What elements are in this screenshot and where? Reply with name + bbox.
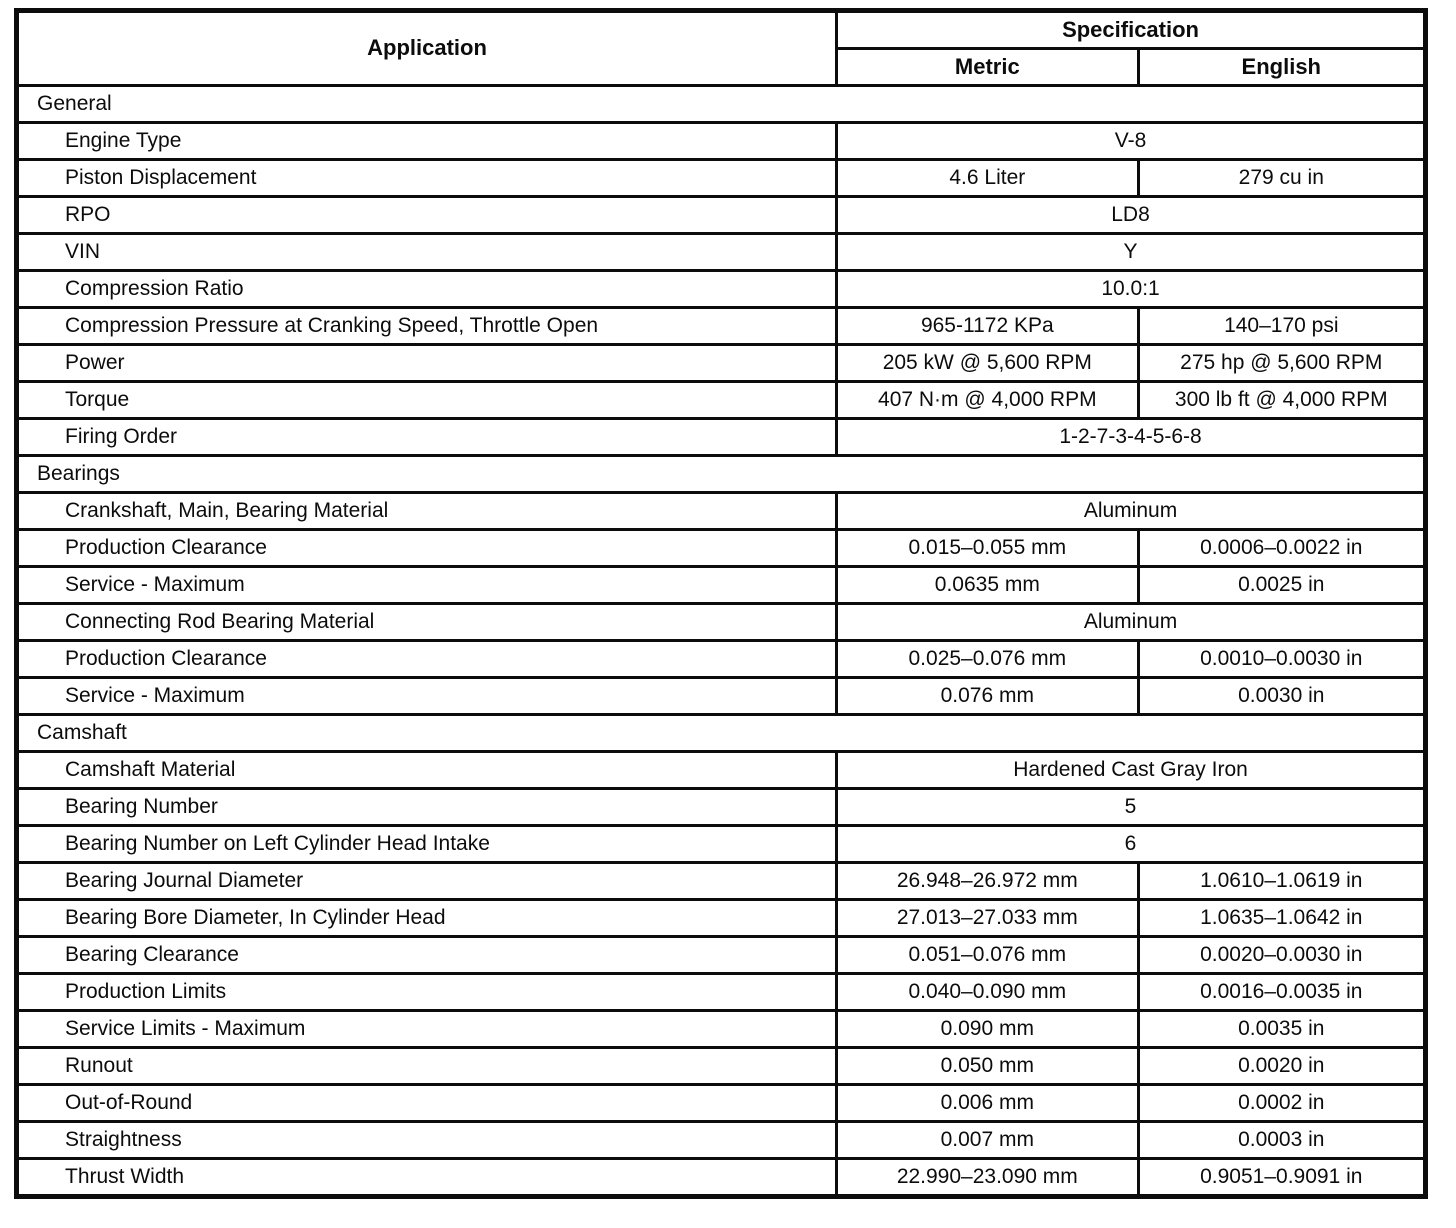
table-row: [17, 160, 1426, 197]
application-cell: Bearing Number on Left Cylinder Head Intake: [17, 826, 837, 863]
english-value-cell: 0.0006–0.0022 in: [1138, 530, 1425, 567]
specification-header: Specification: [837, 11, 1426, 49]
english-value-cell: 0.0025 in: [1138, 567, 1425, 604]
spec-value-cell: Aluminum: [837, 493, 1426, 530]
table-row: [17, 419, 1426, 456]
metric-header: Metric: [837, 49, 1139, 86]
application-cell: Engine Type: [17, 123, 837, 160]
english-value-cell: 0.0010–0.0030 in: [1138, 641, 1425, 678]
spec-value-cell: Y: [837, 234, 1426, 271]
table-row: [17, 789, 1426, 826]
spec-value-cell: 5: [837, 789, 1426, 826]
table-row: [17, 863, 1426, 900]
section-title: General: [17, 86, 1426, 123]
application-cell: Production Clearance: [17, 641, 837, 678]
application-cell: Production Limits: [17, 974, 837, 1011]
table-row: [17, 271, 1426, 308]
application-cell: VIN: [17, 234, 837, 271]
table-row: [17, 641, 1426, 678]
table-row: [17, 752, 1426, 789]
table-row: [17, 900, 1426, 937]
english-header: English: [1138, 49, 1425, 86]
table-row: [17, 197, 1426, 234]
english-value-cell: 0.9051–0.9091 in: [1138, 1159, 1425, 1197]
table-row: [17, 1011, 1426, 1048]
engine-specification-table: [14, 8, 1428, 1199]
spec-value-cell: 10.0:1: [837, 271, 1426, 308]
table-row: [17, 567, 1426, 604]
spec-value-cell: V-8: [837, 123, 1426, 160]
header-row-top: [17, 11, 1426, 49]
table-row: [17, 1085, 1426, 1122]
english-value-cell: 0.0016–0.0035 in: [1138, 974, 1425, 1011]
metric-value-cell: 26.948–26.972 mm: [837, 863, 1139, 900]
table-row: [17, 382, 1426, 419]
section-row: [17, 715, 1426, 752]
table-row: [17, 1048, 1426, 1085]
application-cell: Camshaft Material: [17, 752, 837, 789]
application-cell: Bearing Bore Diameter, In Cylinder Head: [17, 900, 837, 937]
section-title: Camshaft: [17, 715, 1426, 752]
section-row: [17, 86, 1426, 123]
table-header: [17, 11, 1426, 86]
application-cell: Thrust Width: [17, 1159, 837, 1197]
section-title: Bearings: [17, 456, 1426, 493]
application-cell: Service - Maximum: [17, 567, 837, 604]
english-value-cell: 0.0030 in: [1138, 678, 1425, 715]
table-row: [17, 1122, 1426, 1159]
application-cell: Connecting Rod Bearing Material: [17, 604, 837, 641]
table-row: [17, 826, 1426, 863]
english-value-cell: 0.0003 in: [1138, 1122, 1425, 1159]
table-row: [17, 493, 1426, 530]
application-cell: Firing Order: [17, 419, 837, 456]
application-cell: Production Clearance: [17, 530, 837, 567]
metric-value-cell: 0.006 mm: [837, 1085, 1139, 1122]
application-cell: Compression Pressure at Cranking Speed, Throttle Open: [17, 308, 837, 345]
spec-value-cell: 6: [837, 826, 1426, 863]
english-value-cell: 0.0002 in: [1138, 1085, 1425, 1122]
table-row: [17, 308, 1426, 345]
metric-value-cell: 4.6 Liter: [837, 160, 1139, 197]
english-value-cell: 300 lb ft @ 4,000 RPM: [1138, 382, 1425, 419]
application-header: Application: [17, 11, 837, 86]
application-cell: Compression Ratio: [17, 271, 837, 308]
application-cell: Piston Displacement: [17, 160, 837, 197]
spec-value-cell: Aluminum: [837, 604, 1426, 641]
application-cell: Bearing Number: [17, 789, 837, 826]
table-row: [17, 678, 1426, 715]
table-row: [17, 123, 1426, 160]
english-value-cell: 279 cu in: [1138, 160, 1425, 197]
table-row: [17, 530, 1426, 567]
metric-value-cell: 0.025–0.076 mm: [837, 641, 1139, 678]
metric-value-cell: 407 N·m @ 4,000 RPM: [837, 382, 1139, 419]
metric-value-cell: 0.051–0.076 mm: [837, 937, 1139, 974]
application-cell: Service - Maximum: [17, 678, 837, 715]
application-cell: Straightness: [17, 1122, 837, 1159]
english-value-cell: 1.0635–1.0642 in: [1138, 900, 1425, 937]
application-cell: Out-of-Round: [17, 1085, 837, 1122]
table-row: [17, 234, 1426, 271]
metric-value-cell: 965-1172 KPa: [837, 308, 1139, 345]
metric-value-cell: 27.013–27.033 mm: [837, 900, 1139, 937]
spec-table-body: [17, 86, 1426, 1197]
application-cell: Crankshaft, Main, Bearing Material: [17, 493, 837, 530]
english-value-cell: 275 hp @ 5,600 RPM: [1138, 345, 1425, 382]
metric-value-cell: 0.015–0.055 mm: [837, 530, 1139, 567]
application-cell: Bearing Clearance: [17, 937, 837, 974]
metric-value-cell: 22.990–23.090 mm: [837, 1159, 1139, 1197]
metric-value-cell: 0.076 mm: [837, 678, 1139, 715]
table-row: [17, 604, 1426, 641]
metric-value-cell: 0.040–0.090 mm: [837, 974, 1139, 1011]
metric-value-cell: 0.007 mm: [837, 1122, 1139, 1159]
spec-value-cell: LD8: [837, 197, 1426, 234]
table-row: [17, 1159, 1426, 1197]
application-cell: Runout: [17, 1048, 837, 1085]
metric-value-cell: 205 kW @ 5,600 RPM: [837, 345, 1139, 382]
application-cell: Torque: [17, 382, 837, 419]
application-cell: Service Limits - Maximum: [17, 1011, 837, 1048]
table-row: [17, 937, 1426, 974]
application-cell: Bearing Journal Diameter: [17, 863, 837, 900]
english-value-cell: 0.0020 in: [1138, 1048, 1425, 1085]
metric-value-cell: 0.090 mm: [837, 1011, 1139, 1048]
table-row: [17, 345, 1426, 382]
spec-value-cell: Hardened Cast Gray Iron: [837, 752, 1426, 789]
english-value-cell: 140–170 psi: [1138, 308, 1425, 345]
application-cell: Power: [17, 345, 837, 382]
application-cell: RPO: [17, 197, 837, 234]
spec-value-cell: 1-2-7-3-4-5-6-8: [837, 419, 1426, 456]
table-row: [17, 974, 1426, 1011]
english-value-cell: 1.0610–1.0619 in: [1138, 863, 1425, 900]
english-value-cell: 0.0020–0.0030 in: [1138, 937, 1425, 974]
english-value-cell: 0.0035 in: [1138, 1011, 1425, 1048]
section-row: [17, 456, 1426, 493]
metric-value-cell: 0.050 mm: [837, 1048, 1139, 1085]
metric-value-cell: 0.0635 mm: [837, 567, 1139, 604]
